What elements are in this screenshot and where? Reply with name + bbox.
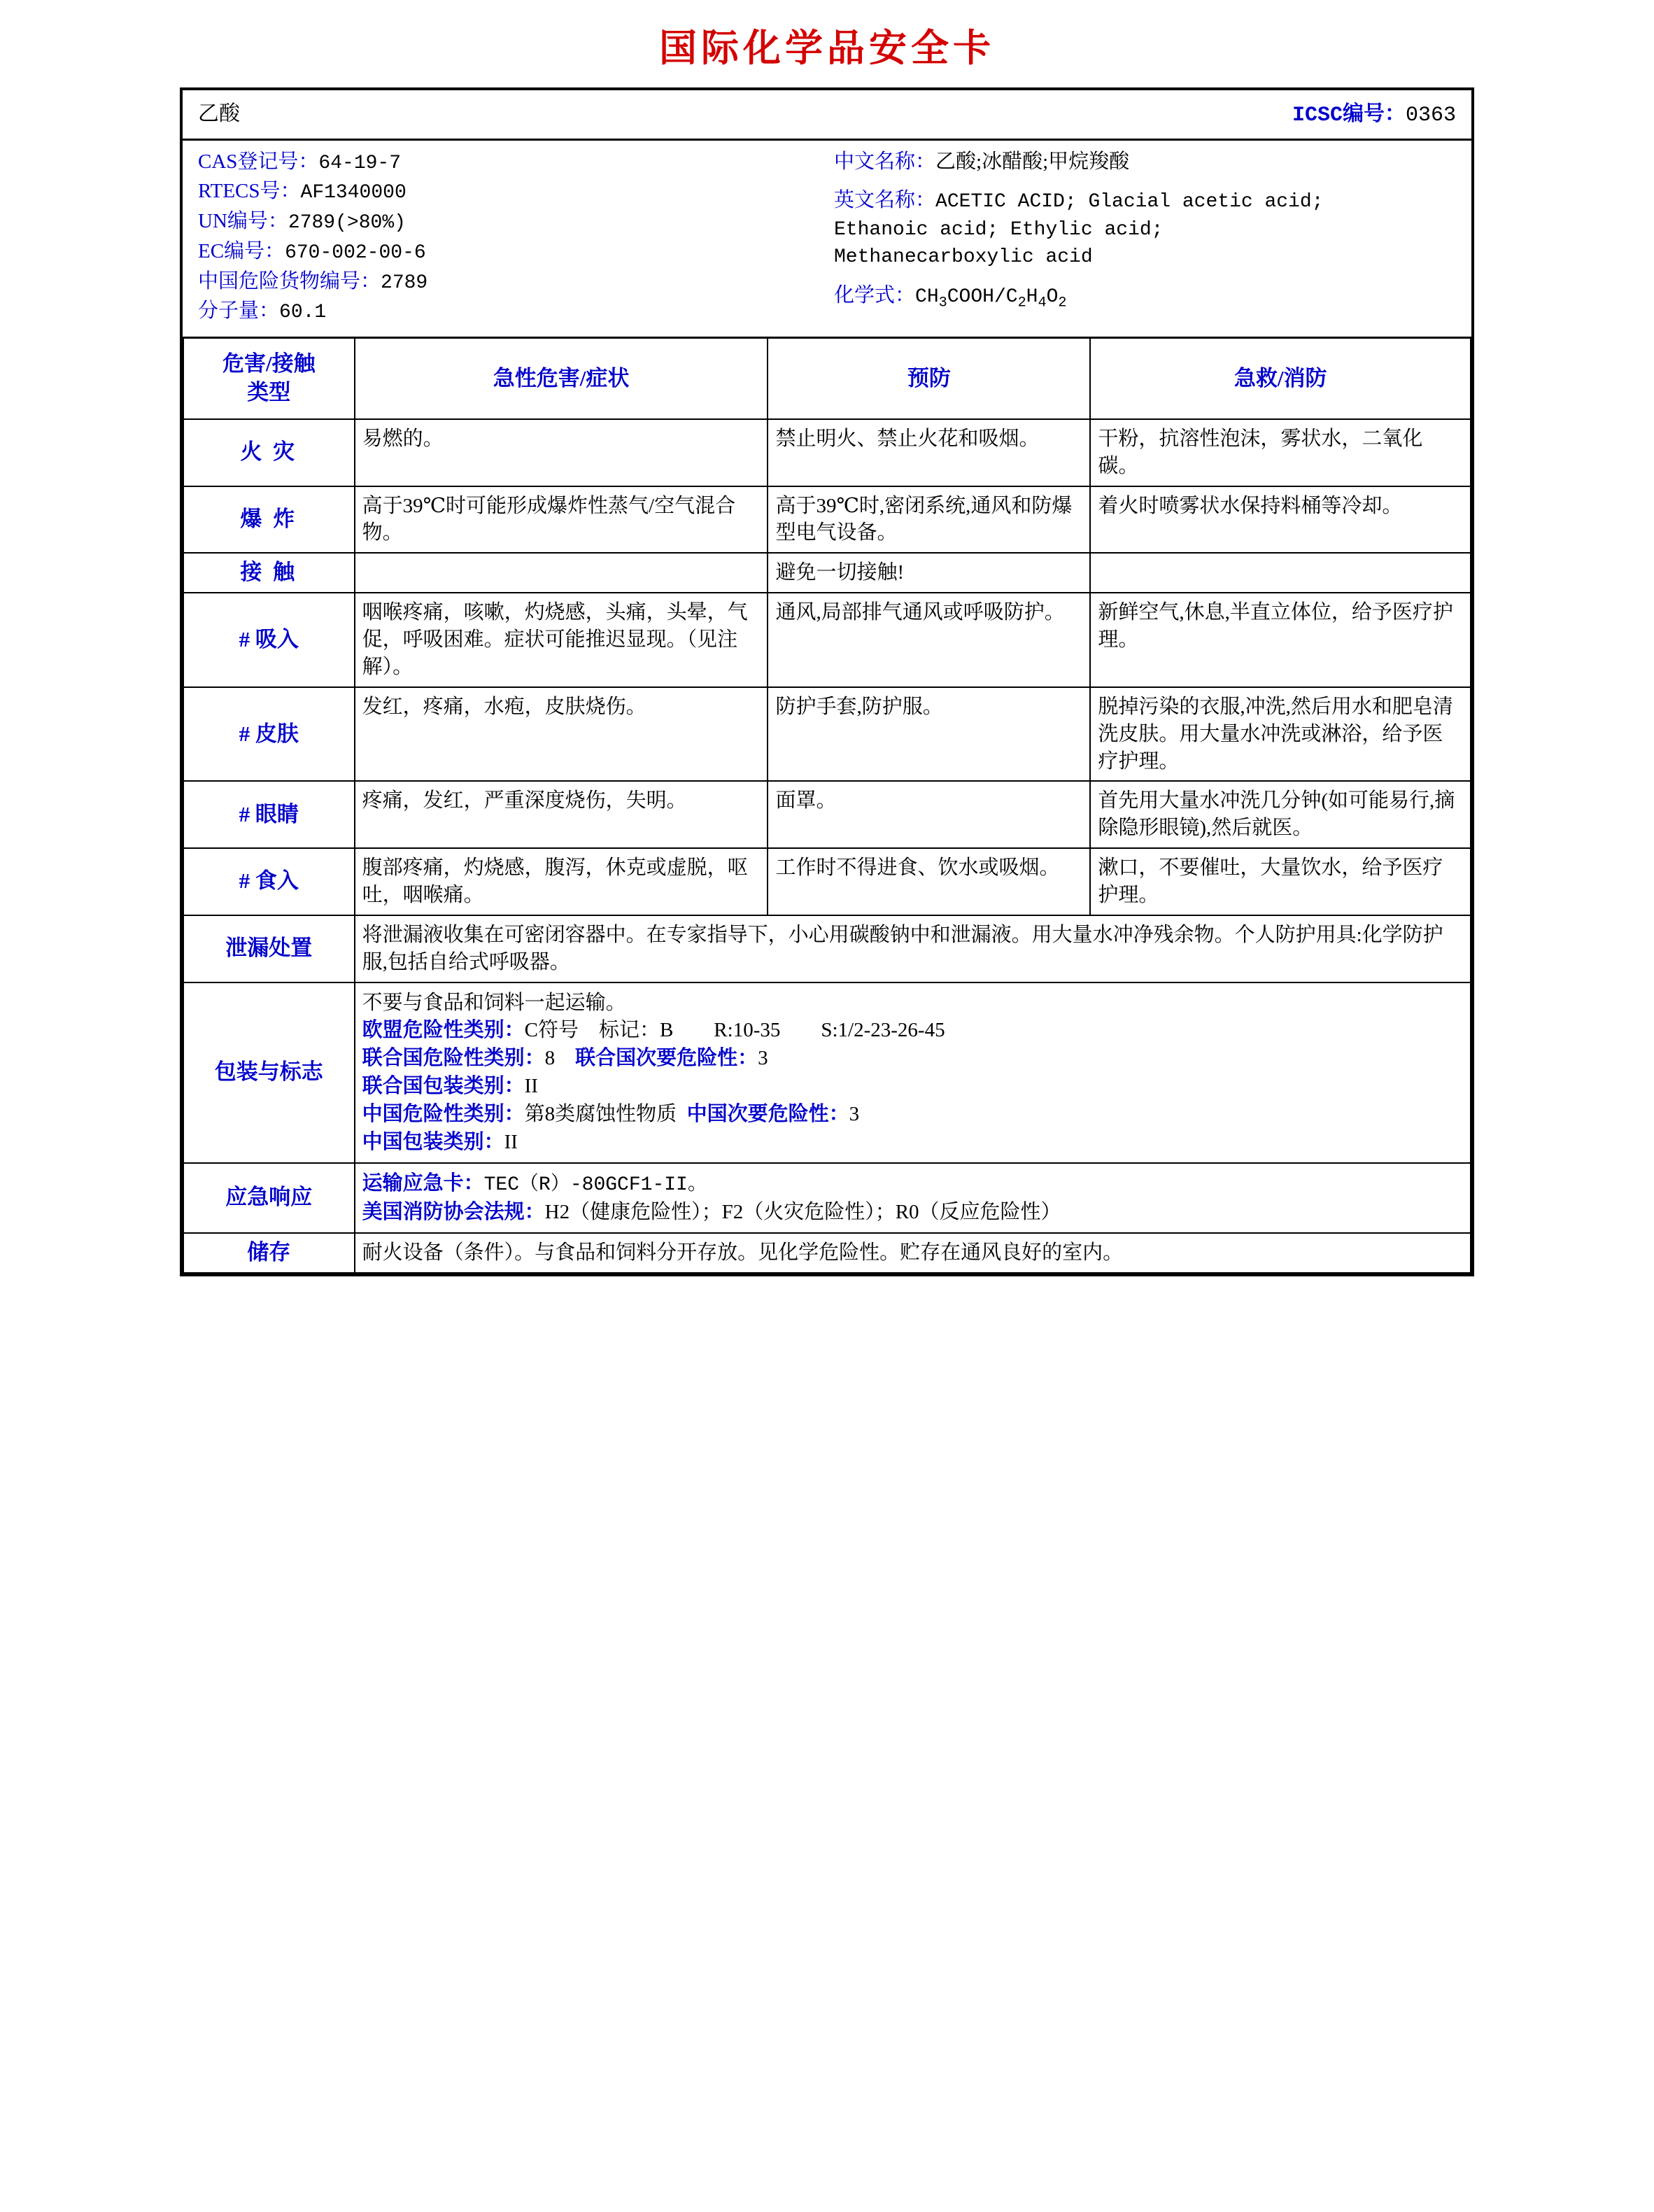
row-acute-eyes: 疼痛，发红，严重深度烧伤，失明。 bbox=[355, 781, 768, 848]
row-label-response: 应急响应 bbox=[183, 1163, 355, 1233]
header-prevention: 预防 bbox=[768, 338, 1090, 419]
formula-seg: CH bbox=[915, 286, 939, 309]
row-acute-ingestion: 腹部疼痛，灼烧感，腹泻，休克或虚脱，呕吐，咽喉痛。 bbox=[355, 848, 768, 915]
packaging-value-un-class: 8 bbox=[544, 1047, 556, 1070]
storage-text: 耐火设备（条件）。与食品和饲料分开存放。见化学危险性。贮存在通风良好的室内。 bbox=[355, 1233, 1471, 1273]
formula-seg: H bbox=[1026, 286, 1038, 309]
row-acute-inhalation: 咽喉疼痛，咳嗽，灼烧感，头痛，头晕，气促，呼吸困难。症状可能推迟显现。（见注解）。 bbox=[355, 593, 768, 687]
row-label-inhalation: # 吸入 bbox=[183, 593, 355, 687]
spill-row bbox=[183, 915, 1471, 982]
identifier-value: 60.1 bbox=[279, 302, 327, 324]
row-label-ingestion: # 食入 bbox=[183, 848, 355, 915]
formula-value bbox=[915, 286, 1067, 311]
response-line-2 bbox=[362, 1199, 1463, 1226]
formula-sub: 4 bbox=[1038, 295, 1047, 311]
row-label-explosion: 爆 炸 bbox=[183, 486, 355, 554]
row-prevention-skin: 防护手套,防护服。 bbox=[768, 687, 1090, 782]
table-header-row bbox=[183, 338, 1471, 419]
row-label-fire: 火 灾 bbox=[183, 419, 355, 486]
page-title: 国际化学品安全卡 bbox=[659, 27, 995, 69]
packaging-row bbox=[183, 982, 1471, 1163]
table-row bbox=[183, 486, 1471, 554]
identifier-row bbox=[198, 177, 820, 207]
formula-sub: 2 bbox=[1017, 295, 1026, 311]
identifier-label: RTECS号： bbox=[198, 180, 301, 203]
row-label-packaging: 包装与标志 bbox=[183, 982, 355, 1163]
formula-row bbox=[834, 281, 1459, 314]
packaging-line-0: 不要与食品和饲料一起运输。 bbox=[362, 991, 626, 1014]
identifier-row bbox=[198, 237, 820, 267]
english-name-value-1: ACETIC ACID; Glacial acetic acid; bbox=[935, 190, 1324, 213]
identifier-value: 64-19-7 bbox=[318, 152, 402, 174]
packaging-text bbox=[355, 982, 1471, 1163]
header-acute: 急性危害/症状 bbox=[355, 338, 768, 419]
identifier-label: 分子量： bbox=[198, 300, 280, 323]
formula-label: 化学式： bbox=[834, 284, 916, 307]
english-name-row bbox=[834, 186, 1459, 216]
row-prevention-explosion: 高于39℃时,密闭系统,通风和防爆型电气设备。 bbox=[768, 486, 1090, 554]
hazard-table bbox=[183, 337, 1471, 1274]
packaging-line-1 bbox=[362, 1017, 1463, 1044]
header-type-line1: 危害/接触 bbox=[222, 351, 316, 376]
identifier-value: 2789(>80%) bbox=[288, 212, 406, 234]
packaging-label-cn-class: 中国危险性类别： bbox=[362, 1102, 525, 1125]
chinese-name-row bbox=[834, 148, 1459, 176]
packaging-value-eu: C符号 标记：B R:10-35 S:1/2-23-26-45 bbox=[524, 1019, 945, 1042]
formula-seg: COOH/C bbox=[947, 286, 1018, 309]
table-row bbox=[183, 687, 1471, 782]
formula-sub: 3 bbox=[938, 295, 947, 311]
packaging-value-cn-class: 第8类腐蚀性物质 bbox=[524, 1102, 677, 1125]
identifier-value: 2789 bbox=[381, 272, 428, 294]
row-label-storage: 储存 bbox=[183, 1233, 355, 1273]
english-name-value-2: Ethanoic acid; Ethylic acid; bbox=[834, 218, 1164, 241]
table-row bbox=[183, 781, 1471, 848]
row-first-aid-eyes: 首先用大量水冲洗几分钟(如可能易行,摘除隐形眼镜),然后就医。 bbox=[1090, 781, 1471, 848]
packaging-value-cn-sub: 3 bbox=[849, 1102, 860, 1125]
row-first-aid-fire: 干粉，抗溶性泡沫，雾状水，二氧化碳。 bbox=[1090, 419, 1471, 486]
response-label-tec: 运输应急卡： bbox=[362, 1171, 484, 1195]
row-first-aid-exposure bbox=[1090, 553, 1471, 593]
row-first-aid-explosion: 着火时喷雾状水保持料桶等冷却。 bbox=[1090, 486, 1471, 554]
header-type bbox=[183, 338, 355, 419]
identifier-row bbox=[198, 297, 820, 327]
row-prevention-eyes: 面罩。 bbox=[768, 781, 1090, 848]
identifier-list bbox=[183, 139, 827, 337]
response-value-tec: TEC（R）-80GCF1-II。 bbox=[483, 1174, 707, 1196]
storage-row bbox=[183, 1233, 1471, 1273]
packaging-value-cn-group: II bbox=[504, 1130, 518, 1153]
packaging-label-un-class: 联合国危险性类别： bbox=[362, 1047, 545, 1070]
packaging-label-un-group: 联合国包装类别： bbox=[362, 1075, 525, 1098]
packaging-label-cn-group: 中国包装类别： bbox=[362, 1130, 504, 1153]
identifier-row bbox=[198, 148, 820, 178]
response-value-nfpa: H2（健康危险性）；F2（火灾危险性）；R0（反应危险性） bbox=[544, 1201, 1061, 1224]
identifier-row bbox=[198, 267, 820, 297]
identifier-value: AF1340000 bbox=[300, 182, 407, 204]
packaging-line-4 bbox=[362, 1101, 1463, 1128]
spill-text: 将泄漏液收集在可密闭容器中。在专家指导下，小心用碳酸钠中和泄漏液。用大量水冲净残余物。个人防护用具:化学防护服,包括自给式呼吸器。 bbox=[355, 915, 1471, 982]
identifier-label: UN编号： bbox=[198, 210, 288, 233]
identifier-value: 670-002-00-6 bbox=[285, 241, 426, 264]
response-line-1 bbox=[362, 1170, 1463, 1199]
identifier-label: 中国危险货物编号： bbox=[198, 269, 381, 293]
chinese-name-value: 乙酸;冰醋酸;甲烷羧酸 bbox=[935, 150, 1130, 173]
row-first-aid-skin: 脱掉污染的衣服,冲洗,然后用水和肥皂清洗皮肤。用大量水冲洗或淋浴，给予医疗护理。 bbox=[1090, 687, 1471, 782]
response-label-nfpa: 美国消防协会法规： bbox=[362, 1201, 545, 1224]
identifier-label: EC编号： bbox=[198, 239, 285, 262]
icsc-card bbox=[180, 87, 1474, 1276]
icsc-label: ICSC编号： bbox=[1292, 104, 1406, 127]
row-prevention-inhalation: 通风,局部排气通风或呼吸防护。 bbox=[768, 593, 1090, 687]
row-acute-skin: 发红，疼痛，水疱，皮肤烧伤。 bbox=[355, 687, 768, 782]
packaging-line-2 bbox=[362, 1045, 1463, 1072]
identifier-label: CAS登记号： bbox=[198, 150, 319, 173]
row-label-skin: # 皮肤 bbox=[183, 687, 355, 782]
response-text bbox=[355, 1163, 1471, 1233]
row-prevention-fire: 禁止明火、禁止火花和吸烟。 bbox=[768, 419, 1090, 486]
row-label-exposure: 接 触 bbox=[183, 553, 355, 593]
packaging-line-5 bbox=[362, 1129, 1463, 1156]
packaging-line-3 bbox=[362, 1073, 1463, 1100]
substance-name: 乙酸 bbox=[183, 90, 827, 139]
row-label-eyes: # 眼睛 bbox=[183, 781, 355, 848]
icsc-number: 0363 bbox=[1405, 104, 1456, 127]
row-acute-exposure bbox=[355, 553, 768, 593]
row-prevention-ingestion: 工作时不得进食、饮水或吸烟。 bbox=[768, 848, 1090, 915]
formula-seg: O bbox=[1046, 286, 1059, 309]
response-row bbox=[183, 1163, 1471, 1233]
chinese-name-label: 中文名称： bbox=[834, 150, 936, 173]
english-name-value-3: Methanecarboxylic acid bbox=[834, 246, 1093, 269]
packaging-value-un-sub: 3 bbox=[758, 1047, 768, 1070]
row-acute-explosion: 高于39℃时可能形成爆炸性蒸气/空气混合物。 bbox=[355, 486, 768, 554]
name-list bbox=[827, 139, 1471, 337]
packaging-value-un-group: II bbox=[524, 1075, 538, 1098]
packaging-label-cn-sub: 中国次要危险性： bbox=[686, 1102, 849, 1125]
icsc-number-cell bbox=[827, 90, 1471, 139]
packaging-label-un-sub: 联合国次要危险性： bbox=[575, 1047, 758, 1070]
table-row bbox=[183, 848, 1471, 915]
header-type-line2: 类型 bbox=[247, 380, 291, 404]
table-row bbox=[183, 419, 1471, 486]
identifier-row bbox=[198, 207, 820, 237]
english-name-label: 英文名称： bbox=[834, 188, 936, 211]
row-prevention-exposure: 避免一切接触! bbox=[768, 553, 1090, 593]
header-first-aid: 急救/消防 bbox=[1090, 338, 1471, 419]
row-first-aid-ingestion: 漱口，不要催吐，大量饮水，给予医疗护理。 bbox=[1090, 848, 1471, 915]
row-acute-fire: 易燃的。 bbox=[355, 419, 768, 486]
table-row bbox=[183, 593, 1471, 687]
table-row bbox=[183, 553, 1471, 593]
row-label-spill: 泄漏处置 bbox=[183, 915, 355, 982]
packaging-label-eu: 欧盟危险性类别： bbox=[362, 1019, 525, 1042]
row-first-aid-inhalation: 新鲜空气,休息,半直立体位，给予医疗护理。 bbox=[1090, 593, 1471, 687]
formula-sub: 2 bbox=[1058, 295, 1067, 311]
header-block bbox=[183, 90, 1471, 337]
